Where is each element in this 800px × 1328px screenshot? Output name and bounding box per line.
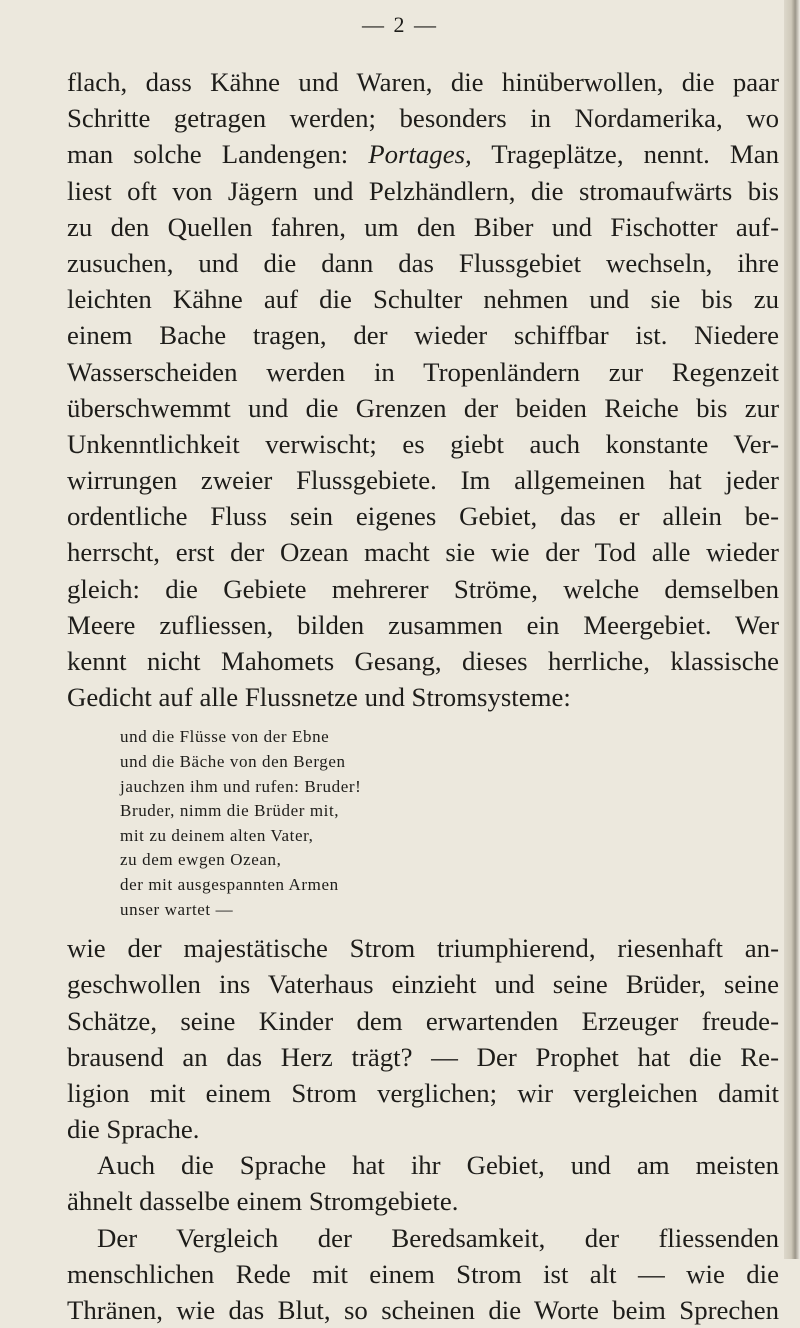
- text-line: ähnelt dasselbe einem Stromgebiete.: [67, 1186, 459, 1217]
- paragraph-4: [67, 1220, 779, 1328]
- text-line: Wasserscheiden werden in Tropenländern zur Regenzeit: [67, 356, 779, 387]
- text-line: liest oft von Jägern und Pelzhändlern, die stromaufwärts bis: [67, 175, 779, 206]
- text-line: überschwemmt und die Grenzen der beiden Reiche bis zur: [67, 392, 779, 423]
- text-line: Schätze, seine Kinder dem erwartenden Erzeuger freude-: [67, 1005, 779, 1036]
- verse-line: mit zu deinem alten Vater,: [120, 825, 314, 845]
- verse-line: zu dem ewgen Ozean,: [120, 850, 282, 870]
- page-number: — 2 —: [362, 12, 438, 37]
- text-segment: Trageplätze, nennt. Man: [471, 139, 779, 170]
- text-line: gleich: die Gebiete mehrerer Ströme, welche demselben: [67, 573, 779, 604]
- text-line: ligion mit einem Strom verglichen; wir vergleichen damit: [67, 1077, 779, 1108]
- text-line: einem Bache tragen, der wieder schiffbar ist. Niedere: [67, 320, 779, 351]
- verse-quote: [67, 715, 779, 930]
- text-line: leichten Kähne auf die Schulter nehmen und sie bis zu: [67, 284, 779, 315]
- text-line: Thränen, wie das Blut, so scheinen die Worte beim Sprechen: [67, 1295, 779, 1325]
- text-line: zu den Quellen fahren, um den Biber und Fischotter auf-: [67, 211, 779, 242]
- text-line: die Sprache.: [67, 1114, 200, 1145]
- page-edge-shadow: [784, 0, 800, 1259]
- text-line: menschlichen Rede mit einem Strom ist alt — wie die: [67, 1258, 779, 1289]
- italic-term: Portages,: [368, 139, 472, 170]
- text-line: Auch die Sprache hat ihr Gebiet, und am meisten: [97, 1150, 779, 1181]
- text-line: wirrungen zweier Flussgebiete. Im allgemeinen hat jeder: [67, 465, 779, 496]
- verse-line: und die Bäche von den Bergen: [120, 751, 346, 771]
- text-line: Der Vergleich der Beredsamkeit, der fliessenden: [97, 1222, 779, 1253]
- verse-line: unser wartet —: [120, 899, 234, 919]
- text-segment: man solche Landengen:: [67, 139, 369, 170]
- text-line: zusuchen, und die dann das Flussgebiet wechseln, ihre: [67, 247, 779, 278]
- text-line: brausend an das Herz trägt? — Der Prophet hat die Re-: [67, 1041, 779, 1072]
- paragraph-2: [67, 930, 779, 1147]
- verse-line: jauchzen ihm und rufen: Bruder!: [120, 776, 362, 796]
- text-line: Schritte getragen werden; besonders in Nordamerika, wo: [67, 103, 779, 134]
- text-line: Meere zufliessen, bilden zusammen ein Meergebiet. Wer: [67, 609, 779, 640]
- page-body: [67, 64, 779, 1328]
- text-line: geschwollen ins Vaterhaus einzieht und seine Brüder, seine: [67, 969, 779, 1000]
- text-line: wie der majestätische Strom triumphierend, riesenhaft an-: [67, 933, 779, 964]
- text-line: ordentliche Fluss sein eigenes Gebiet, das er allein be-: [67, 501, 779, 532]
- text-line: kennt nicht Mahomets Gesang, dieses herrliche, klassische: [67, 646, 779, 676]
- text-line: [67, 136, 779, 172]
- text-line: flach, dass Kähne und Waren, die hinüberwollen, die paar: [67, 67, 779, 97]
- verse-line: Bruder, nimm die Brüder mit,: [120, 801, 340, 821]
- text-line: Gedicht auf alle Flussnetze und Stromsysteme:: [67, 682, 571, 713]
- text-line: herrscht, erst der Ozean macht sie wie der Tod alle wieder: [67, 537, 779, 568]
- paragraph-3: [67, 1147, 779, 1219]
- text-line: Unkenntlichkeit verwischt; es giebt auch konstante Ver-: [67, 428, 779, 459]
- verse-line: der mit ausgespannten Armen: [120, 874, 339, 894]
- paragraph-1: [67, 64, 779, 715]
- verse-line: und die Flüsse von der Ebne: [120, 727, 330, 747]
